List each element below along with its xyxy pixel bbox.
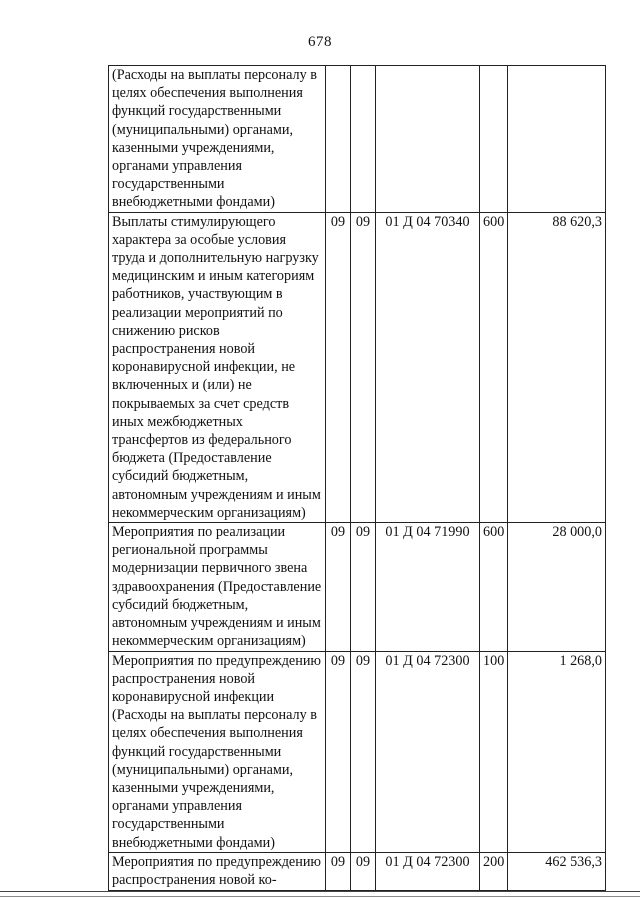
table-row <box>109 651 606 852</box>
target-item-code: 01 Д 04 72300 <box>376 651 480 852</box>
expense-description: Выплаты стимулирующего характера за особые условия труда и дополнительную нагрузку медицинским и иным категориям работников, участвующим в реализации мероприятий по снижению рисков распространения новой коронавирусной инфекции, не включенных и (или) не покрываемых за счет средств иных межбюджетных трансфертов из федерального бюджета (Предоставление субсидий бюджетным, автономным учреждениям и иным некоммерческим организациям) <box>109 212 326 522</box>
subsection-code: 09 <box>351 651 376 852</box>
expense-description: (Расходы на выплаты персоналу в целях обеспечения выполнения функций государственными (муниципальными) органами, казенными учреждениями, органами управления государственными внебюджетными фондами) <box>109 66 326 213</box>
amount: 88 620,3 <box>508 212 606 522</box>
section-code: 09 <box>326 651 351 852</box>
page-number: 678 <box>308 34 332 50</box>
amount: 28 000,0 <box>508 523 606 651</box>
expense-type-code: 600 <box>480 212 508 522</box>
table-row <box>109 852 606 890</box>
expense-description: Мероприятия по реализации региональной программы модернизации первичного звена здравоохранения (Предоставление субсидий бюджетным, автономным учреждениям и иным некоммерческим организациям) <box>109 523 326 651</box>
expense-type-code: 600 <box>480 523 508 651</box>
section-code: 09 <box>326 212 351 522</box>
expense-type-code: 200 <box>480 852 508 890</box>
target-item-code: 01 Д 04 70340 <box>376 212 480 522</box>
subsection-code <box>351 66 376 213</box>
amount: 1 268,0 <box>508 651 606 852</box>
target-item-code <box>376 66 480 213</box>
expense-description: Мероприятия по предупреждению распространения новой коронавирусной инфекции (Расходы на выплаты персоналу в целях обеспечения выполнения функций государственными (муниципальными) органами, казенными учреждениями, органами управления государственными внебюджетными фондами) <box>109 651 326 852</box>
section-code: 09 <box>326 852 351 890</box>
target-item-code: 01 Д 04 72300 <box>376 852 480 890</box>
amount: 462 536,3 <box>508 852 606 890</box>
page-bottom-rule-secondary <box>0 896 640 897</box>
subsection-code: 09 <box>351 523 376 651</box>
target-item-code: 01 Д 04 71990 <box>376 523 480 651</box>
page-bottom-rule <box>0 891 640 892</box>
expense-description: Мероприятия по предупреждению распространения новой ко- <box>109 852 326 890</box>
subsection-code: 09 <box>351 212 376 522</box>
section-code: 09 <box>326 523 351 651</box>
subsection-code: 09 <box>351 852 376 890</box>
amount <box>508 66 606 213</box>
expense-type-code <box>480 66 508 213</box>
budget-table <box>108 65 606 891</box>
section-code <box>326 66 351 213</box>
table-row <box>109 66 606 213</box>
table-row <box>109 212 606 522</box>
table-row <box>109 523 606 651</box>
expense-type-code: 100 <box>480 651 508 852</box>
